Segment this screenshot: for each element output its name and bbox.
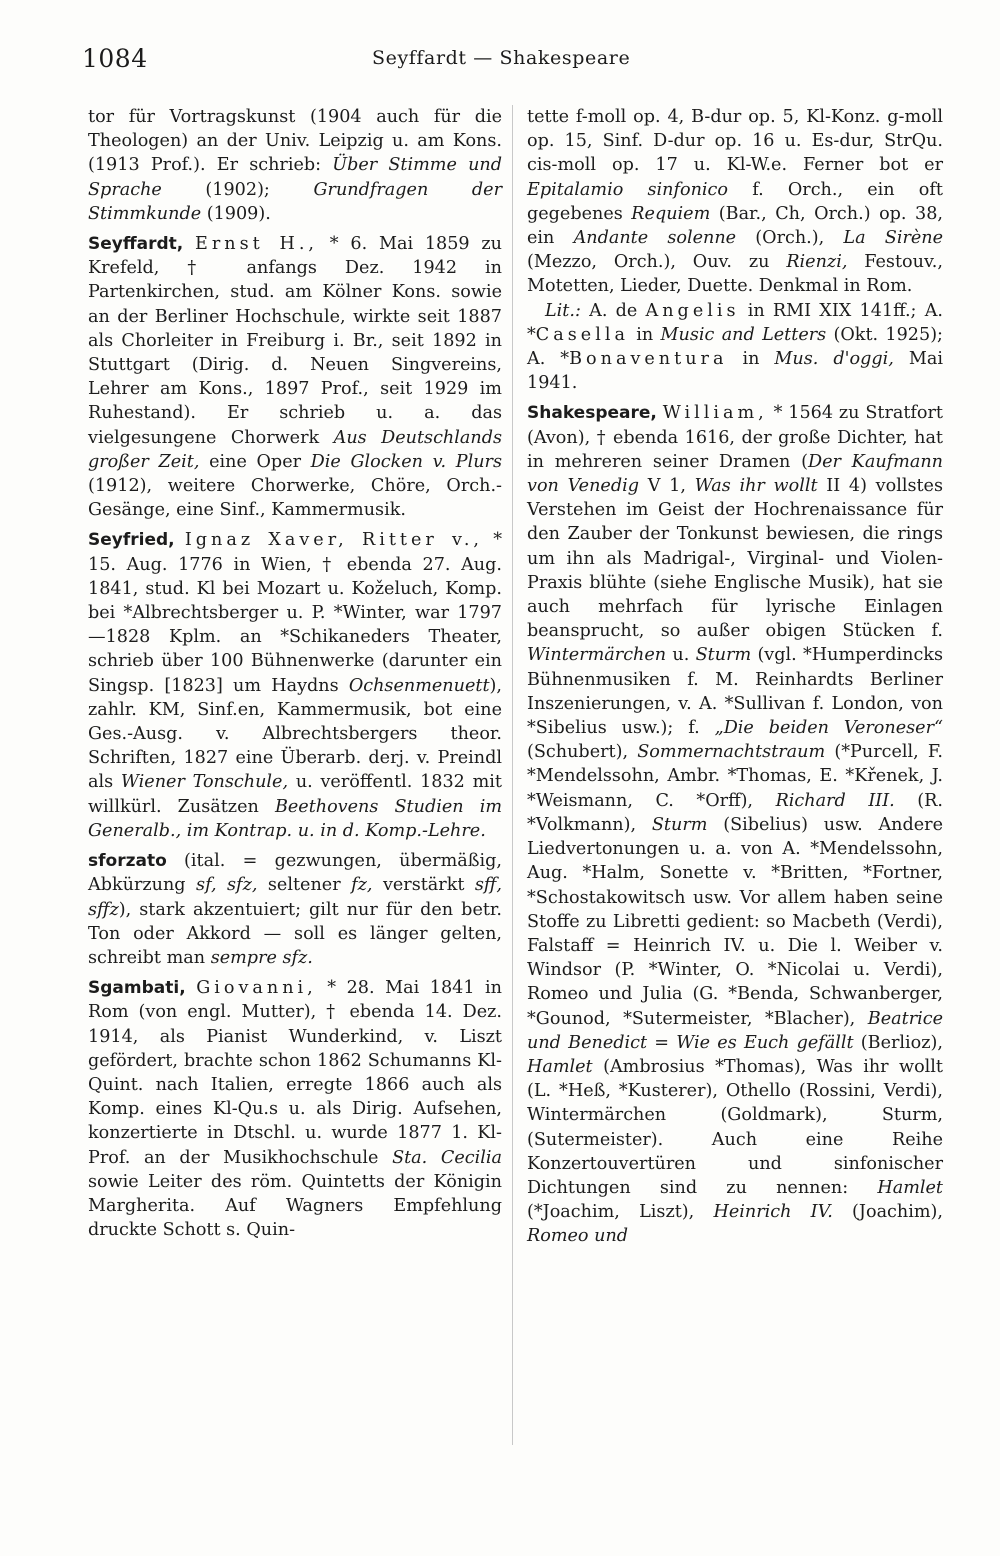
entry-sgambati: Sgambati, Giovanni, * 28. Mai 1841 in Rom (von engl. Mutter), † ebenda 14. Dez. 1914, als Pianist Wunderkind, v. Liszt gefördert, brachte schon 1862 Schumanns Kl-Quint. nach Italien, erregte 1866 auch als Komp. eines Kl-Qu.s u. als Dirig. Aufsehen, konzertierte in Dtschl. u. wurde 1877 1. Kl-Prof. an der Musikhochschule Sta. Cecilia sowie Leiter des röm. Quintetts der Königin Margherita. Auf Wagners Empfehlung druckte Schott s. Quin- (88, 978, 503, 1241)
headword-sgambati: Sgambati, (88, 978, 186, 999)
right-column (527, 105, 943, 1249)
entry-continuation-tor: tor für Vortragskunst (1904 auch für die Theologen) an der Univ. Leipzig u. am Kons. (1913 Prof.). Er schrieb: Über Stimme und Sprache (1902); Grundfragen der Stimmkunde (1909). (88, 107, 502, 224)
left-column (88, 105, 502, 1242)
literature-sgambati: Lit.: A. de Angelis in RMI XIX 141ff.; A. *Casella in Music and Letters (Okt. 1925); A. *Bonaventura in Mus. d'oggi, Mai 1941. (527, 300, 943, 394)
entry-seyfried: Seyfried, Ignaz Xaver, Ritter v., * 15. Aug. 1776 in Wien, † ebenda 27. Aug. 1841, stud. Kl bei Mozart u. Koželuch, Komp. bei *Albrechtsberger u. P. *Winter, war 1797—1828 Kplm. an *Schikaneders Theater, schrieb über 100 Bühnenwerke (darunter ein Singsp. [1823] um Haydns Ochsenmenuett), zahlr. KM, Sinf.en, Kammermusik, bot eine Ges.-Ausg. v. Albrechtsbergers theor. Schriften, 1827 eine Überarb. derj. v. Preindl als Wiener Tonschule, u. veröffentl. 1832 mit willkürl. Zusätzen Beethovens Studien im Generalb., im Kontrap. u. in d. Komp.-Lehre. (88, 530, 503, 841)
entry-seyffardt: Seyffardt, Ernst H., * 6. Mai 1859 zu Krefeld, † anfangs Dez. 1942 in Partenkirchen, stud. am Kölner Kons. sowie an der Berliner Hochschule, wirkte seit 1887 als Chorleiter in Freiburg i. Br., seit 1892 in Stuttgart (Dirig. d. Neuen Singvereins, Lehrer am Kons., 1897 Prof., seit 1929 im Ruhestand). Er schrieb u. a. das vielgesungene Chorwerk Aus Deutschlands großer Zeit, eine Oper Die Glocken v. Plurs (1912), weitere Chorwerke, Chöre, Orch.-Gesänge, eine Sinf., Kammermusik. (88, 234, 502, 521)
headword-sforzato: sforzato (88, 851, 167, 872)
entry-shakespeare: Shakespeare, William, * 1564 zu Stratfort (Avon), † ebenda 1616, der große Dichter, hat in mehreren seiner Dramen (Der Kaufmann von Venedig V 1, Was ihr wollt II 4) vollstes Verstehen im Geist der Hochrenaissance für den Zauber der Tonkunst bewiesen, die rings um ihn als Madrigal-, Virginal- und Violen-Praxis blühte (siehe Englische Musik), hat sie auch mehrfach für lyrische Einlagen beansprucht, so außer obigen Stücken f. Wintermärchen u. Sturm (vgl. *Humperdincks Bühnenmusiken f. M. Reinhardts Berliner Inszenierungen, v. A. *Sullivan f. London, von *Sibelius usw.); f. „Die beiden Veroneser“ (Schubert), Sommernachtstraum (*Purcell, F. *Mendelssohn, Ambr. *Thomas, E. *Křenek, J. *Weismann, C. *Orff), Richard III. (R. *Volkmann), Sturm (Sibelius) usw. Andere Liedvertonungen u. a. von A. *Mendelssohn, Aug. *Halm, Sonette v. *Britten, *Fortner, *Schostakowitsch usw. Vor allem haben seine Stoffe zu Libretti gedient: so Macbeth (Verdi), Falstaff = Heinrich IV. u. Die l. Weiber v. Windsor (P. *Winter, O. *Nicolai u. Verdi), Romeo und Julia (G. *Benda, Schwanberger, *Gounod, *Sutermeister, *Blacher), Beatrice und Benedict = Wie es Euch gefällt (Berlioz), Hamlet (Ambrosius *Thomas), Was ihr wollt (L. *Heß, *Kusterer), Othello (Rossini, Verdi), Wintermärchen (Goldmark), Sturm, (Sutermeister). Auch eine Reihe Konzertouvertüren und sinfonischer Dichtungen sind zu nennen: Hamlet (*Joachim, Liszt), Heinrich IV. (Joachim), Romeo und (527, 403, 944, 1247)
name-sgambati: Giovanni, (196, 978, 317, 999)
name-seyffardt: Ernst H., (195, 234, 319, 255)
running-head: Seyffardt — Shakespeare (372, 47, 631, 69)
name-shakespeare: William, (662, 403, 768, 424)
column-rule (512, 105, 513, 1445)
entry-continuation-sgambati: tette f-moll op. 4, B-dur op. 5, Kl-Konz. g-moll op. 15, Sinf. D-dur op. 16 u. Es-dur, StrQu. cis-moll op. 17 u. Kl-W.e. Ferner bot er Epitalamio sinfonico f. Orch., ein oft gegebenes Requiem (Bar., Ch, Orch.) op. 38, ein Andante solenne (Orch.), La Sirène (Mezzo, Orch.), Ouv. zu Rienzi, Festouv., Motetten, Lieder, Duette. Denkmal in Rom. (527, 107, 944, 297)
headword-seyfried: Seyfried, (88, 530, 175, 551)
headword-seyffardt: Seyffardt, (88, 234, 184, 255)
headword-shakespeare: Shakespeare, (527, 403, 657, 424)
page-number: 1084 (82, 44, 148, 73)
entry-sforzato: sforzato (ital. = gezwungen, übermäßig, Abkürzung sf, sfz, seltener fz, verstärkt sff, sffz), stark akzentuiert; gilt nur für den betr. Ton oder Akkord — soll es länger gelten, schreibt man sempre sfz. (88, 851, 502, 968)
name-seyfried: Ignaz Xaver, Ritter v., (184, 530, 484, 551)
